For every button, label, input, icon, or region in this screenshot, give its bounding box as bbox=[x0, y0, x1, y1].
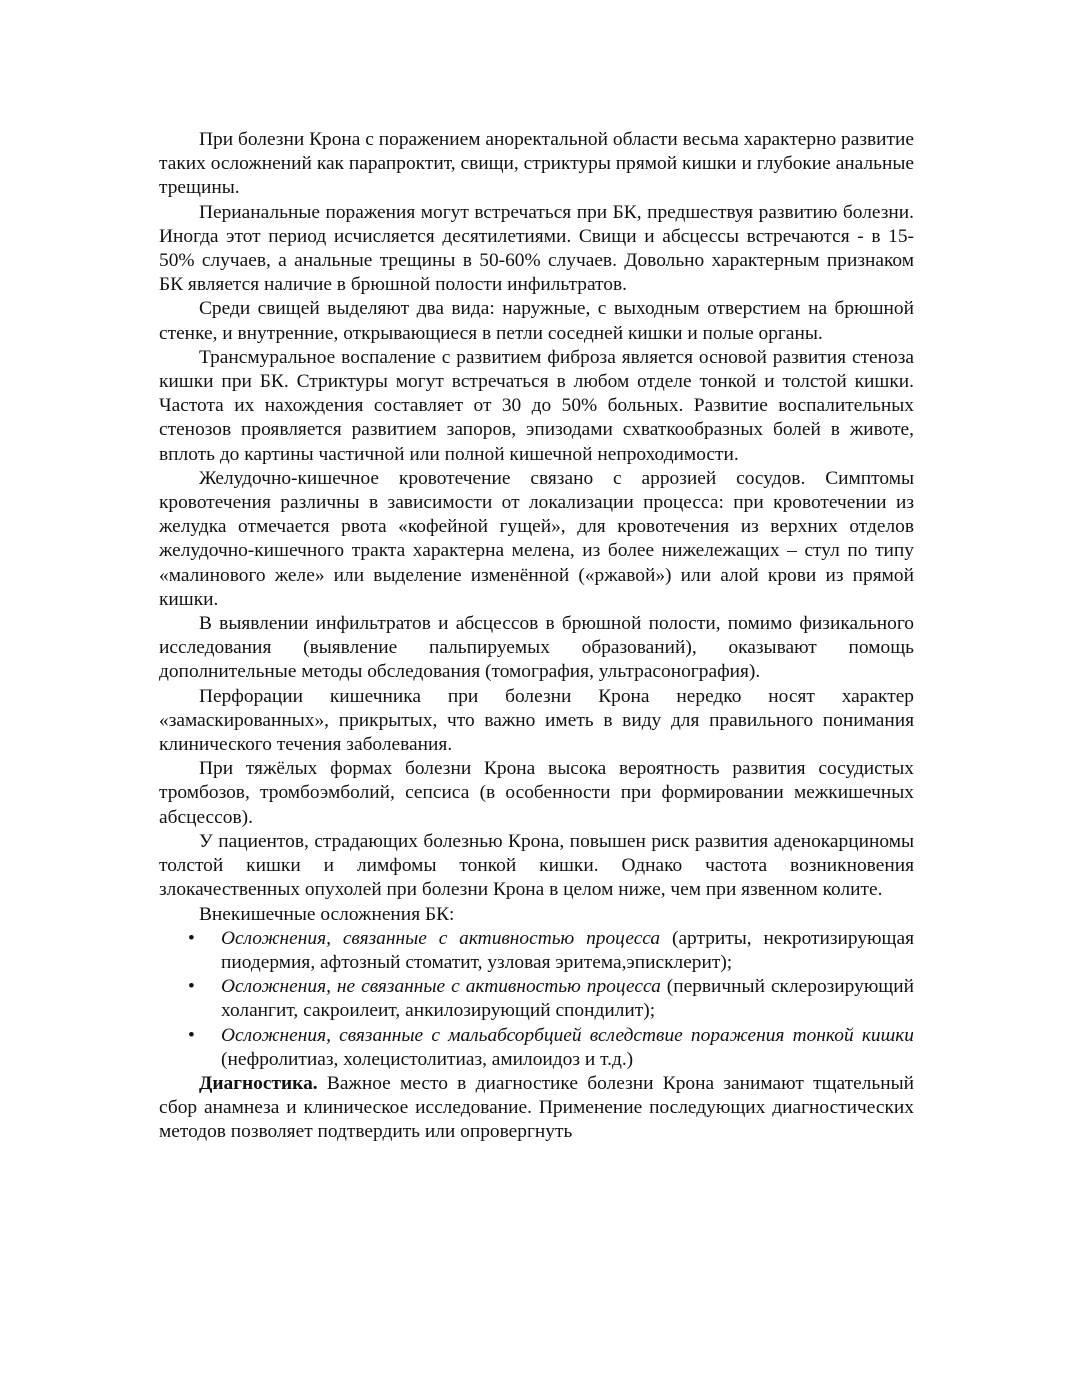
paragraph-diagnostics bbox=[159, 1072, 914, 1145]
complications-list bbox=[159, 927, 914, 1072]
list-item bbox=[159, 927, 914, 975]
list-item-italic: Осложнения, связанные с активностью процесса bbox=[221, 927, 661, 949]
list-item bbox=[159, 1024, 914, 1072]
bullet-marker: • bbox=[188, 976, 195, 998]
list-item-italic: Осложнения, не связанные с активностью процесса bbox=[221, 976, 661, 998]
paragraph-fistulas: Среди свищей выделяют два вида: наружные, с выходным отверстием на брюшной стенке, и внутренние, открывающиеся в петли соседней кишки и полые органы. bbox=[159, 298, 914, 344]
list-item-text: (нефролитиаз, холецистолитиаз, амилоидоз и т.д.) bbox=[221, 1048, 634, 1070]
bullet-marker: • bbox=[188, 1024, 195, 1046]
diagnostics-text: Важное место в диагностике болезни Крона занимают тщательный сбор анамнеза и клиническое исследование. Применение последующих диагностических методов позволяет подтвердить или опровергнуть bbox=[159, 1072, 914, 1143]
paragraph-perforation: Перфорации кишечника при болезни Крона нередко носят характер «замаскированных», прикрытых, что важно иметь в виду для правильного понимания клинического течения заболевания. bbox=[159, 685, 914, 756]
paragraph-stenosis: Трансмуральное воспаление с развитием фиброза является основой развития стеноза кишки при БК. Стриктуры могут встречаться в любом отделе тонкой и толстой кишки. Частота их нахождения составляет от 30 до 50% больных. Развитие воспалительных стенозов проявляется развитием запоров, эпизодами схваткообразных болей в животе, вплоть до картины частичной или полной кишечной непроходимости. bbox=[159, 346, 914, 465]
diagnostics-heading: Диагностика. bbox=[199, 1072, 318, 1094]
paragraph-infiltrates: В выявлении инфильтратов и абсцессов в брюшной полости, помимо физикального исследования (выявление пальпируемых образований), оказывают помощь дополнительные методы обследования (томография, ультрасонография). bbox=[159, 613, 914, 683]
list-item-text: (артриты, некротизирующая пиодермия, афтозный стоматит, узловая эритема,эписклерит); bbox=[221, 927, 914, 973]
paragraph-anorectal: При болезни Крона с поражением аноректальной области весьма характерно развитие таких осложнений как парапроктит, свищи, стриктуры прямой кишки и глубокие анальные трещины. bbox=[159, 129, 914, 199]
list-item-italic: Осложнения, связанные с мальабсорбцией вследствие поражения тонкой кишки bbox=[221, 1024, 914, 1046]
document-page bbox=[159, 128, 914, 1145]
list-item bbox=[159, 975, 914, 1023]
paragraph-bleeding: Желудочно-кишечное кровотечение связано с аррозией сосудов. Симптомы кровотечения различны в зависимости от локализации процесса: при кровотечении из желудка отмечается рвота «кофейной гущей», для кровотечения из верхних отделов желудочно-кишечного тракта характерна мелена, из более нижележащих – стул по типу «малинового желе» или выделение изменённой («ржавой») или алой крови из прямой кишки. bbox=[159, 467, 914, 610]
paragraph-perianal: Перианальные поражения могут встречаться при БК, предшествуя развитию болезни. Иногда этот период исчисляется десятилетиями. Свищи и абсцессы встречаются - в 15-50% случаев, а анальные трещины в 50-60% случаев. Довольно характерным признаком БК является наличие в брюшной полости инфильтратов. bbox=[159, 201, 914, 296]
list-item-text: (первичный склерозирующий холангит, сакроилеит, анкилозирующий спондилит); bbox=[221, 976, 914, 1022]
paragraph-extraintestinal-heading: Внекишечные осложнения БК: bbox=[199, 903, 455, 925]
paragraph-cancer-risk: У пациентов, страдающих болезнью Крона, повышен риск развития аденокарциномы толстой кишки и лимфомы тонкой кишки. Однако частота возникновения злокачественных опухолей при болезни Крона в целом ниже, чем при язвенном колите. bbox=[159, 830, 914, 901]
paragraph-thrombosis: При тяжёлых формах болезни Крона высока вероятность развития сосудистых тромбозов, тромбоэмболий, сепсиса (в особенности при формировании межкишечных абсцессов). bbox=[159, 758, 914, 828]
bullet-marker: • bbox=[188, 927, 195, 949]
